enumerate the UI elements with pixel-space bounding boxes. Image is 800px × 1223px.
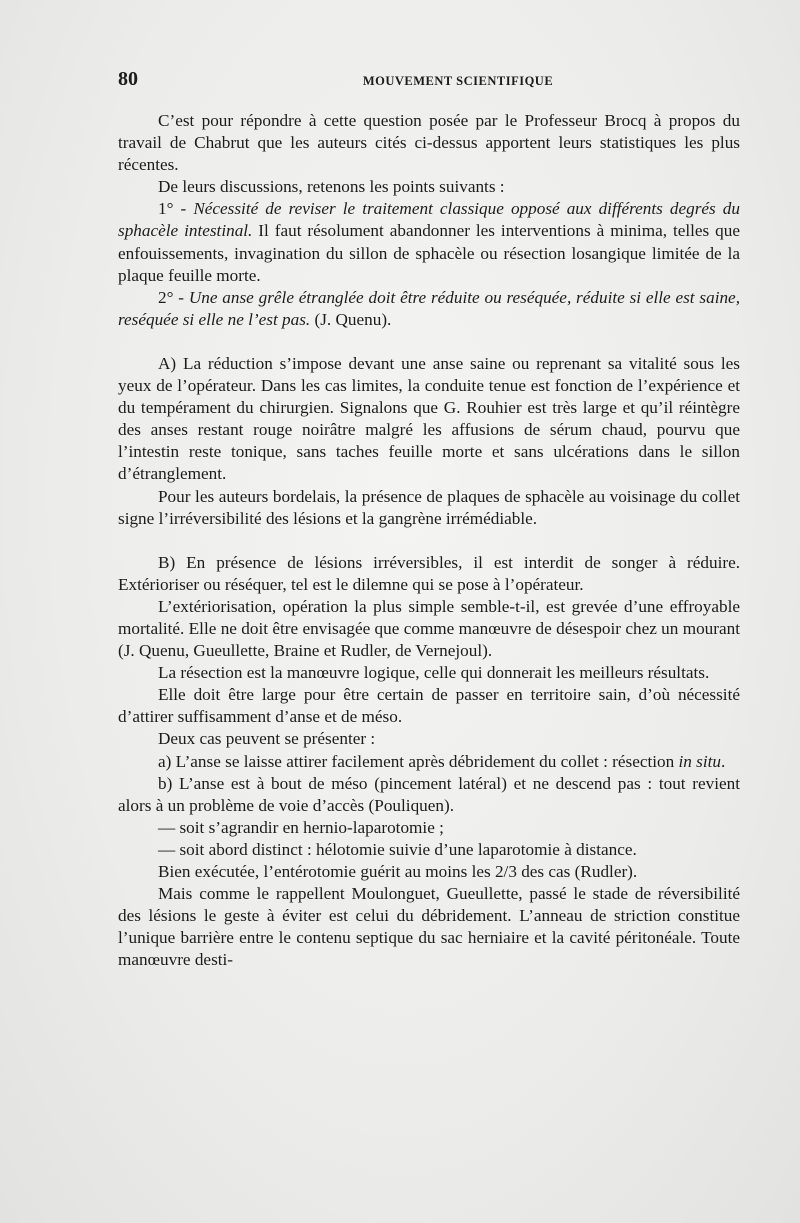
- paragraph: B) En présence de lésions irréversibles, il est interdit de songer à réduire. Extérioriser ou réséquer, tel est le dilemne qui se pose à l’opérateur.: [118, 552, 740, 594]
- paragraph-tail: (J. Quenu).: [310, 309, 392, 329]
- paragraph-tail: .: [721, 751, 726, 771]
- paragraph: De leurs discussions, retenons les points suivants :: [158, 177, 505, 197]
- running-title: MOUVEMENT SCIENTIFIQUE: [362, 74, 554, 88]
- paragraph: — soit abord distinct : hélotomie suivie d’une laparotomie à distance.: [158, 839, 637, 859]
- paragraph: — soit s’agrandir en hernio-laparotomie ;: [158, 817, 444, 837]
- paragraph: La résection est la manœuvre logique, celle qui donnerait les meilleurs résultats.: [158, 663, 710, 683]
- paragraph-tail: Il faut résolument abandonner les interventions à minima, telles que enfouissements, invagination du sillon de sphacèle ou résection losangique limitée de la plaque feuille morte.: [118, 221, 740, 285]
- paragraph: Pour les auteurs bordelais, la présence de plaques de sphacèle au voisinage du collet signe l’irréversibilité des lésions et la gangrène irrémédiable.: [118, 486, 740, 528]
- paragraph: Elle doit être large pour être certain de passer en territoire sain, d’où nécessité d’attirer suffisamment d’anse et de méso.: [118, 685, 740, 727]
- paragraph: A) La réduction s’impose devant une anse saine ou reprenant sa vitalité sous les yeux de l’opérateur. Dans les cas limites, la conduite tenue est fonction de l’expérience et du tempérament du chirurgien. Signalons que G. Rouhier est très large et qu’il réintègre des anses restant rouge noirâtre malgré les affusions de sérum chaud, pourvu que l’intestin reste tonique, sans taches feuille morte et sans ulcérations dans le sillon d’étranglement.: [118, 353, 740, 484]
- paragraph: Deux cas peuvent se présenter :: [158, 729, 376, 749]
- paragraph: b) L’anse est à bout de méso (pincement latéral) et ne descend pas : tout revient alors à un problème de voie d’accès (Pouliquen).: [118, 773, 740, 815]
- paragraph: [118, 751, 740, 773]
- paragraph: [118, 287, 740, 331]
- paragraph: L’extériorisation, opération la plus simple semble-t-il, est grevée d’une effroyable mortalité. Elle ne doit être envisagée que comme manœuvre de désespoir chez un mourant (J. Quenu, Gueullette, Braine et Rudler, de Vernejoul).: [118, 596, 740, 661]
- page-header: [118, 68, 738, 92]
- paragraph-lead: a) L’anse se laisse attirer facilement après débridement du collet : résection: [158, 751, 679, 771]
- paragraph: C’est pour répondre à cette question posée par le Professeur Brocq à propos du travail de Chabrut que les auteurs cités ci-dessus apportent leurs statistiques les plus récentes.: [118, 111, 740, 175]
- paragraph-italic: Une anse grêle étranglée doit être réduite ou reséquée, réduite si elle est saine, reséquée si elle ne l’est pas.: [118, 287, 740, 329]
- paragraph-lead: 1° -: [158, 199, 194, 219]
- paragraph-italic: in situ: [678, 751, 721, 771]
- paragraph: Mais comme le rappellent Moulonguet, Gueullette, passé le stade de réversibilité des lésions le geste à éviter est celui du débridement. L’anneau de striction constitue l’unique barrière entre le contenu septique du sac herniaire et la cavité péritonéale. Toute manœuvre desti-: [118, 884, 740, 970]
- paragraph: Bien exécutée, l’entérotomie guérit au moins les 2/3 des cas (Rudler).: [158, 862, 638, 881]
- paragraph-italic: Nécessité de reviser le traitement classique opposé aux différents degrés du sphacèle intestinal.: [118, 199, 740, 241]
- page-number: 80: [118, 68, 138, 90]
- body-text: [118, 110, 740, 971]
- paragraph: [118, 198, 740, 286]
- paragraph-lead: 2° -: [158, 287, 189, 307]
